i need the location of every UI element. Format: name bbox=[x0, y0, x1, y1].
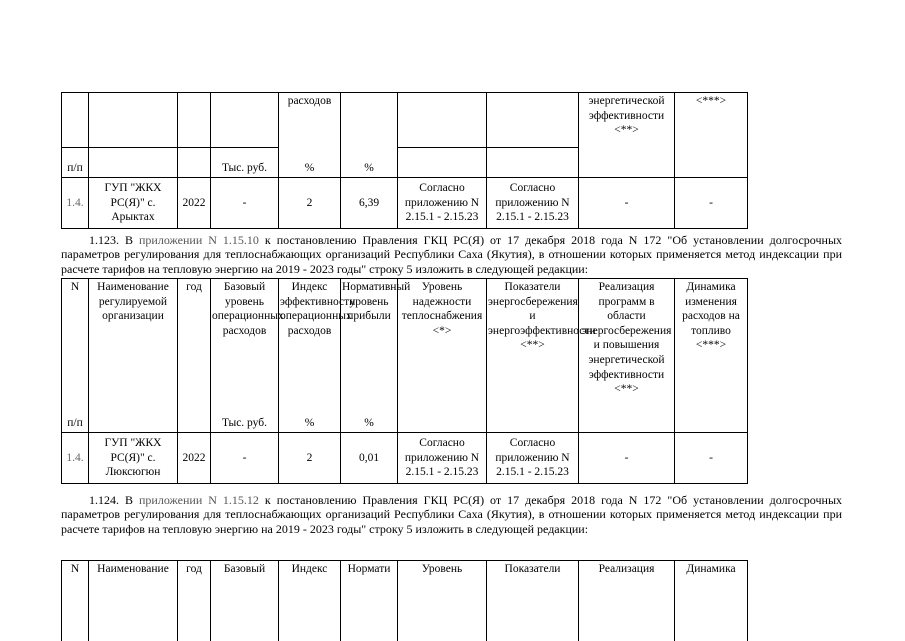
para-lead: 1.124. В bbox=[89, 493, 139, 507]
header-cell: год bbox=[178, 561, 211, 641]
profit-level: 6,39 bbox=[341, 178, 398, 229]
table-bottom bbox=[61, 560, 748, 641]
reliability: Согласно приложению N 2.15.1 - 2.15.23 bbox=[398, 178, 487, 229]
base-cost: - bbox=[211, 178, 279, 229]
header-cell: расходов bbox=[279, 93, 341, 148]
header-cell: Динамика bbox=[675, 561, 748, 641]
header-cell: энергетической эффективности <**> bbox=[579, 93, 675, 148]
header-cell: Базовый уровень операционных расходов bbox=[211, 279, 279, 407]
cell bbox=[89, 407, 178, 433]
cell bbox=[89, 148, 178, 178]
header-cell: Показатели bbox=[487, 561, 579, 641]
header-cell: Динамика изменения расходов на топливо <***> bbox=[675, 279, 748, 407]
profit-level: 0,01 bbox=[341, 433, 398, 484]
programs: - bbox=[579, 178, 675, 229]
para-text: к постановлению Правления ГКЦ РС(Я) от 17 декабря 2018 года N 172 "Об установлении долгосрочных параметров регулирования для теплоснабжающих организаций Республики Саха (Якутия), в отношении которых применяется метод индексации при расчете тарифов на тепловую энергию на 2019 - 2023 годы" строку 5 изложить в следующей редакции: bbox=[61, 493, 843, 536]
row-number: 1.4. bbox=[62, 433, 89, 484]
appendix-link[interactable]: приложении N 1.15.10 bbox=[138, 233, 259, 247]
base-cost: - bbox=[211, 433, 279, 484]
programs: - bbox=[579, 433, 675, 484]
cell bbox=[398, 148, 487, 178]
header-cell: Наименование регулируемой организации bbox=[89, 279, 178, 407]
header-cell: Тыс. руб. bbox=[211, 407, 279, 433]
cell bbox=[579, 148, 675, 178]
header-cell: <***> bbox=[675, 93, 748, 148]
para-text: к постановлению Правления ГКЦ РС(Я) от 17 декабря 2018 года N 172 "Об установлении долгосрочных параметров регулирования для теплоснабжающих организаций Республики Саха (Якутия), в отношении которых применяется метод индексации при расчете тарифов на тепловую энергию на 2019 - 2023 годы" строку 5 изложить в следующей редакции: bbox=[61, 233, 843, 276]
efficiency-index: 2 bbox=[279, 433, 341, 484]
reliability: Согласно приложению N 2.15.1 - 2.15.23 bbox=[398, 433, 487, 484]
header-cell: % bbox=[341, 407, 398, 433]
cell bbox=[211, 93, 279, 148]
cell bbox=[89, 93, 178, 148]
header-cell: Нормати bbox=[341, 561, 398, 641]
fuel-dynamics: - bbox=[675, 433, 748, 484]
header-cell: п/п bbox=[62, 407, 89, 433]
cell bbox=[398, 93, 487, 148]
header-cell: Реализация bbox=[579, 561, 675, 641]
table-row bbox=[62, 178, 748, 229]
table-units-row bbox=[62, 407, 748, 433]
para-lead: 1.123. В bbox=[89, 233, 139, 247]
table-header-row bbox=[62, 279, 748, 407]
table-middle bbox=[61, 278, 748, 484]
efficiency-index: 2 bbox=[279, 178, 341, 229]
header-cell: Реализация программ в области энергосбережения и повышения энергетической эффективности <**> bbox=[579, 279, 675, 407]
cell bbox=[178, 148, 211, 178]
header-cell: Уровень надежности теплоснабжения <*> bbox=[398, 279, 487, 407]
energy-saving: Согласно приложению N 2.15.1 - 2.15.23 bbox=[487, 433, 579, 484]
cell bbox=[579, 407, 675, 433]
energy-saving: Согласно приложению N 2.15.1 - 2.15.23 bbox=[487, 178, 579, 229]
header-cell: п/п bbox=[62, 148, 89, 178]
header-cell: Наименование bbox=[89, 561, 178, 641]
header-cell: Нормативный уровень прибыли bbox=[341, 279, 398, 407]
cell bbox=[675, 407, 748, 433]
table-header-row bbox=[62, 93, 748, 148]
header-cell: Базовый bbox=[211, 561, 279, 641]
header-cell: Уровень bbox=[398, 561, 487, 641]
appendix-link[interactable]: приложении N 1.15.12 bbox=[138, 493, 259, 507]
cell bbox=[487, 407, 579, 433]
cell bbox=[178, 93, 211, 148]
header-cell: % bbox=[341, 148, 398, 178]
table-units-row bbox=[62, 148, 748, 178]
paragraph-1-124 bbox=[61, 493, 842, 536]
header-cell: Показатели энергосбережения и энергоэффективности <**> bbox=[487, 279, 579, 407]
cell bbox=[398, 407, 487, 433]
header-cell: Тыс. руб. bbox=[211, 148, 279, 178]
header-cell: Индекс эффективности операционных расходов bbox=[279, 279, 341, 407]
cell bbox=[341, 93, 398, 148]
cell bbox=[487, 148, 579, 178]
paragraph-1-123 bbox=[61, 233, 842, 276]
year: 2022 bbox=[178, 178, 211, 229]
table-top bbox=[61, 92, 748, 229]
cell bbox=[62, 93, 89, 148]
header-cell: % bbox=[279, 407, 341, 433]
header-cell: % bbox=[279, 148, 341, 178]
org-name: ГУП "ЖКХ РС(Я)" с. Арыктах bbox=[89, 178, 178, 229]
header-cell: Индекс bbox=[279, 561, 341, 641]
table-header-row bbox=[62, 561, 748, 641]
cell bbox=[487, 93, 579, 148]
header-cell: N bbox=[62, 279, 89, 407]
cell bbox=[178, 407, 211, 433]
org-name: ГУП "ЖКХ РС(Я)" с. Люксюгюн bbox=[89, 433, 178, 484]
fuel-dynamics: - bbox=[675, 178, 748, 229]
row-number: 1.4. bbox=[62, 178, 89, 229]
header-cell: год bbox=[178, 279, 211, 407]
table-row bbox=[62, 433, 748, 484]
year: 2022 bbox=[178, 433, 211, 484]
header-cell: N bbox=[62, 561, 89, 641]
cell bbox=[675, 148, 748, 178]
